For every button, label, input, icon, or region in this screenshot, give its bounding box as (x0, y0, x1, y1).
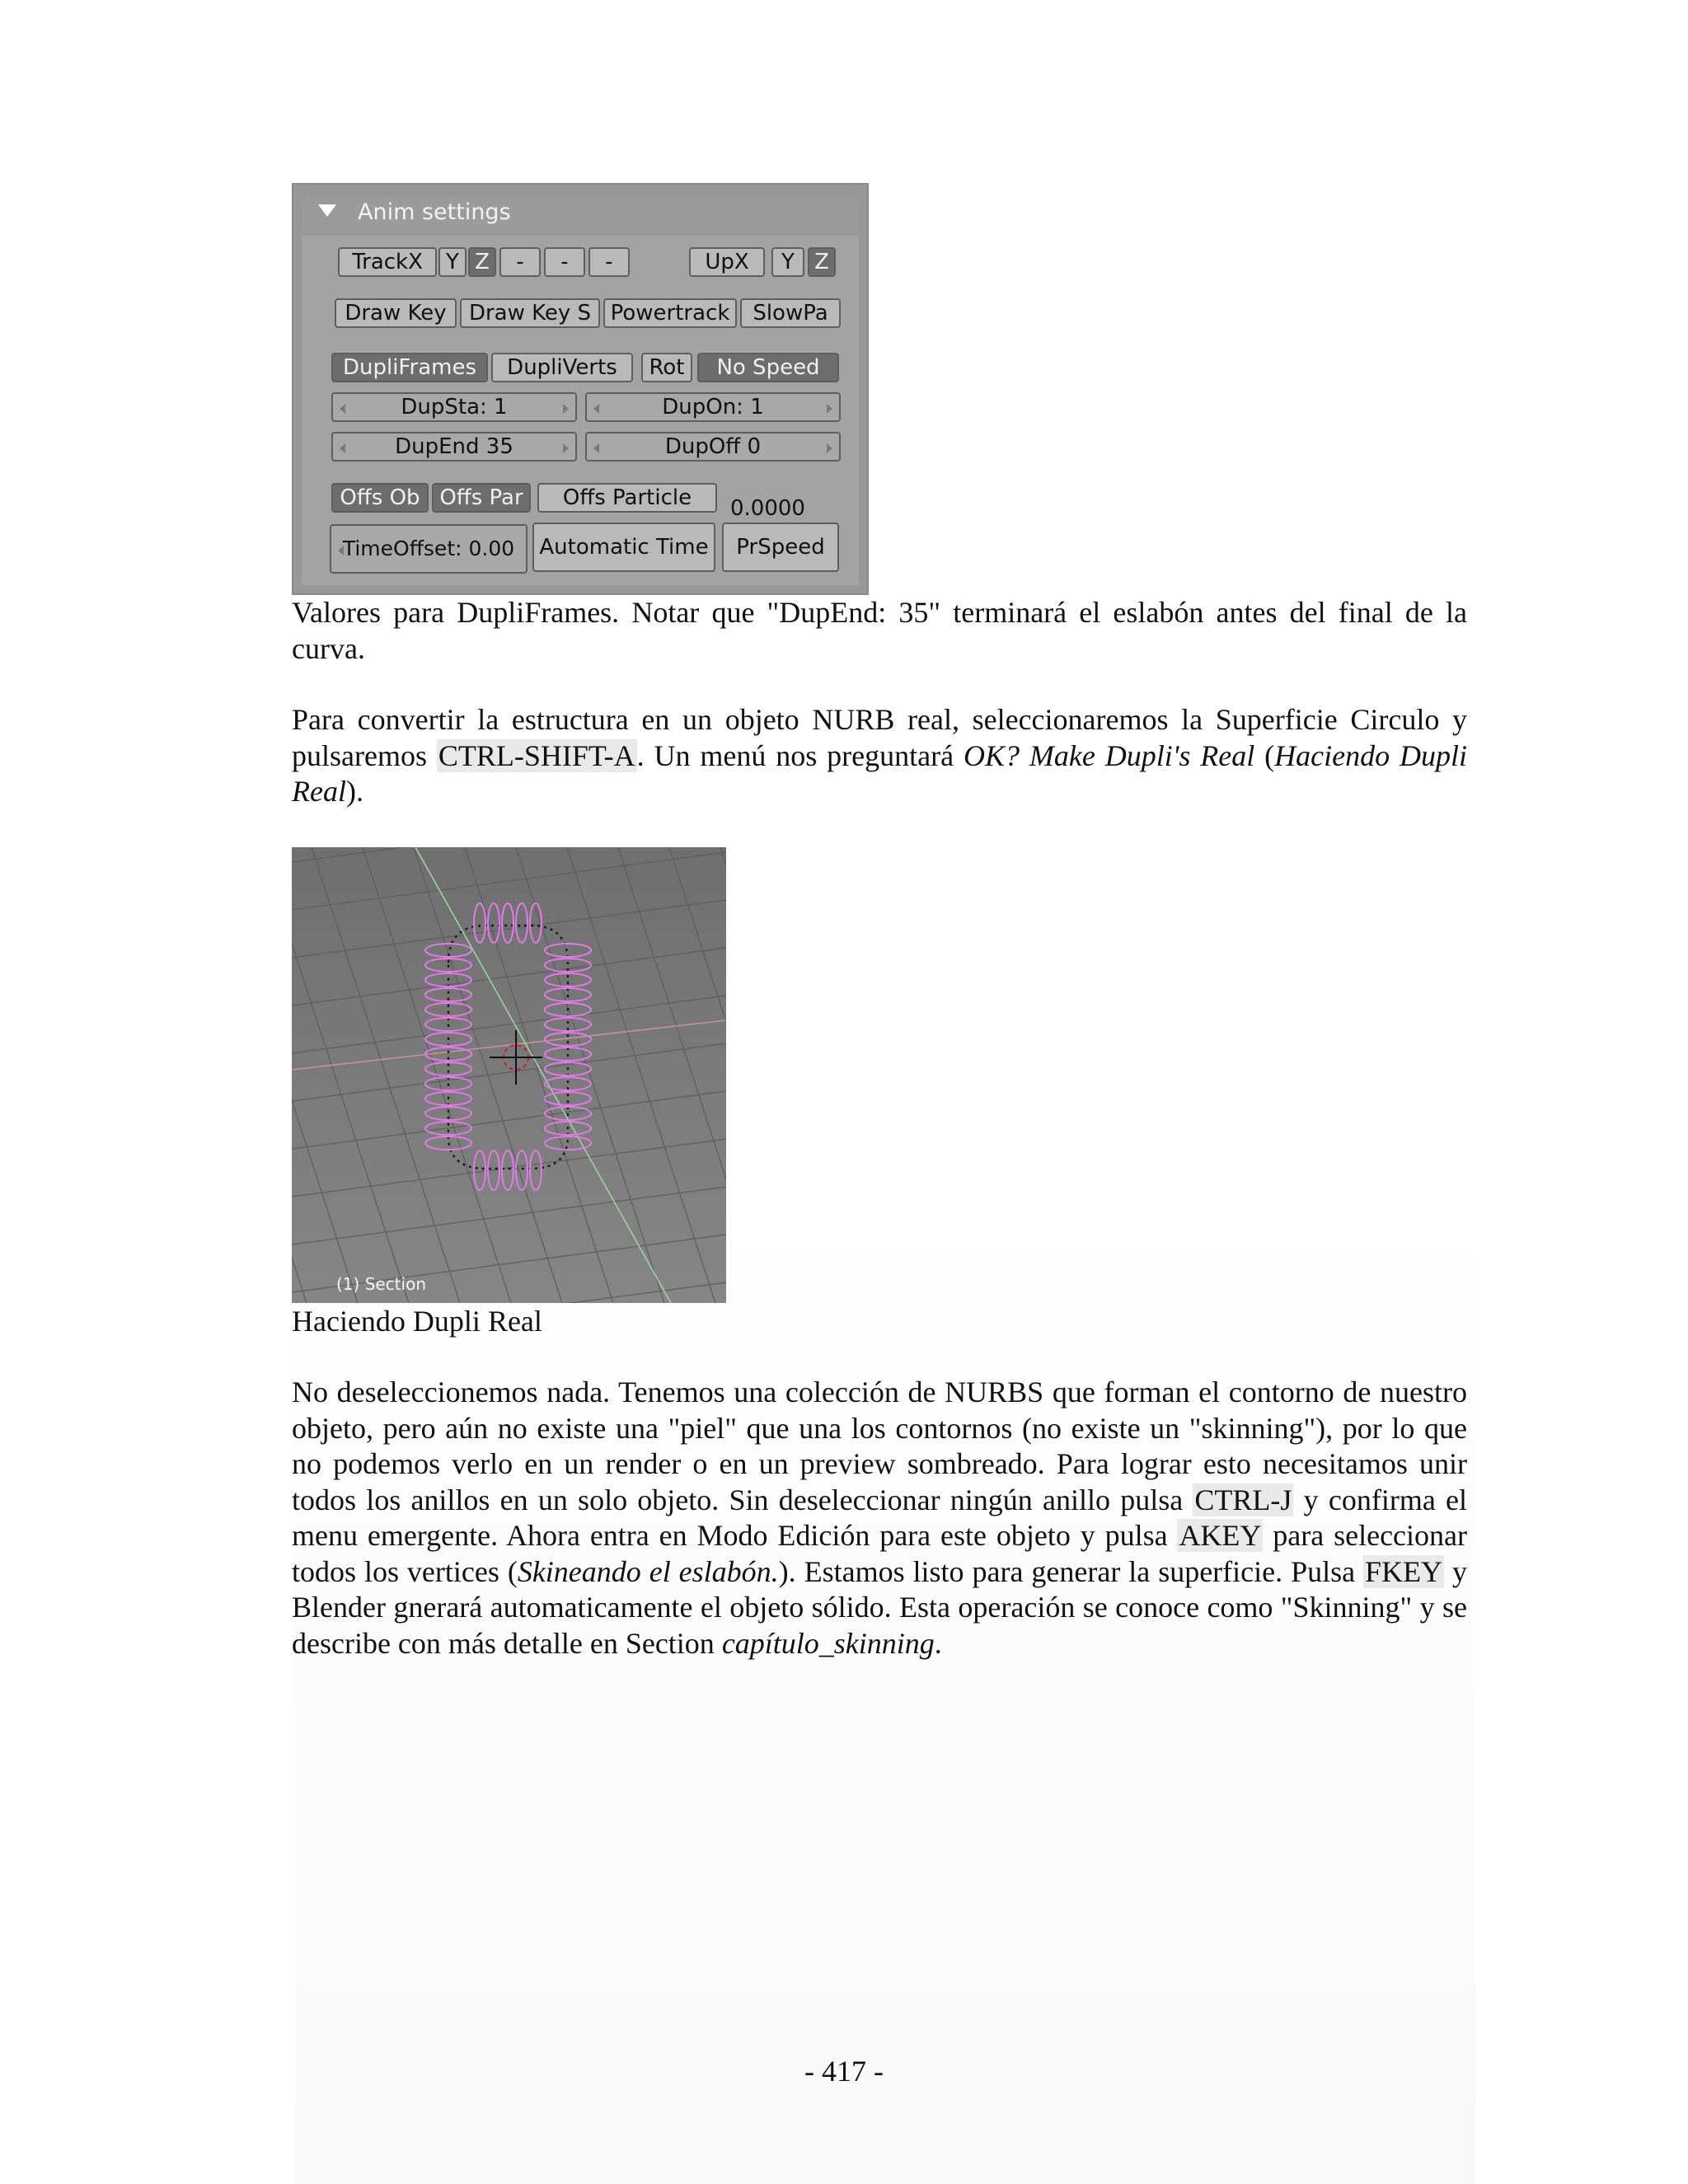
paragraph-make-real (292, 702, 1467, 810)
draw-key-button[interactable]: Draw Key (335, 298, 457, 328)
viewport-object-label: (1) Section (336, 1274, 426, 1294)
automatic-time-button[interactable]: Automatic Time (532, 523, 715, 572)
caption-dupli-real: Haciendo Dupli Real (292, 1305, 542, 1338)
dupoff-value: DupOff 0 (664, 434, 762, 459)
page-background-shade (295, 1195, 1475, 2184)
up-neg-y-button[interactable]: - (544, 247, 585, 277)
emphasis: OK? Make Dupli's Real (963, 738, 1255, 772)
dupliframes-button[interactable]: DupliFrames (331, 353, 488, 382)
text: . (934, 1626, 942, 1660)
dupsta-field[interactable] (331, 392, 577, 422)
caption-anim-settings: Valores para DupliFrames. Notar que "DupEnd: 35" terminará el eslabón antes del final de la curva. (292, 596, 1467, 665)
shortcut-key: CTRL-SHIFT-A (438, 738, 635, 772)
offs-par-button[interactable]: Offs Par (432, 483, 531, 513)
track-x-button[interactable]: TrackX (338, 247, 437, 277)
text: ( (1254, 738, 1275, 772)
emphasis: Skineando el eslabón. (517, 1554, 779, 1588)
text: ). Estamos listo para generar la superficie. Pulsa (778, 1554, 1364, 1588)
increment-arrow-icon[interactable] (827, 443, 832, 453)
up-x-button[interactable]: UpX (689, 247, 765, 277)
increment-arrow-icon[interactable] (827, 404, 832, 414)
dupon-value: DupOn: 1 (662, 395, 764, 419)
increment-arrow-icon[interactable] (563, 443, 569, 453)
increment-arrow-icon[interactable] (563, 404, 569, 414)
paragraph-skinning (292, 1375, 1467, 1661)
decrement-arrow-icon[interactable] (340, 404, 345, 414)
dupon-field[interactable] (585, 392, 841, 422)
viewport-image (292, 847, 726, 1303)
prspeed-button[interactable]: PrSpeed (722, 523, 839, 572)
up-y-button[interactable]: Y (771, 247, 804, 277)
dupsta-value: DupSta: 1 (401, 395, 508, 419)
anim-settings-panel (292, 183, 869, 595)
text: para seleccionar todos los vertices ( (292, 1519, 1467, 1588)
rot-button[interactable]: Rot (641, 353, 692, 382)
timeoffset-field[interactable] (330, 524, 528, 574)
powertrack-button[interactable]: Powertrack (603, 298, 737, 328)
offset-value-readout: 0.0000 (730, 496, 805, 521)
collapse-triangle-icon[interactable] (318, 204, 336, 217)
decrement-arrow-icon[interactable] (338, 546, 344, 555)
text: . Un menú nos preguntará (636, 738, 964, 772)
timeoffset-value: TimeOffset: 0.00 (342, 537, 515, 560)
text: y confirma el menu emergente. Ahora entra en Modo Edición para este objeto y pulsa (292, 1483, 1467, 1552)
decrement-arrow-icon[interactable] (593, 404, 599, 414)
text: Para convertir la estructura en un objeto NURB real, seleccionaremos la Superficie Circulo y pulsaremos (292, 703, 1467, 772)
slowpar-button[interactable]: SlowPa (740, 298, 841, 328)
dupliverts-button[interactable]: DupliVerts (491, 353, 633, 382)
emphasis: capítulo_skinning (721, 1626, 935, 1660)
text: ). (345, 775, 363, 808)
shortcut-key: AKEY (1179, 1519, 1262, 1552)
no-speed-button[interactable]: No Speed (697, 353, 839, 382)
decrement-arrow-icon[interactable] (340, 443, 345, 453)
viewport-drawing (292, 847, 726, 1303)
shortcut-key: CTRL-J (1194, 1483, 1292, 1516)
up-neg-x-button[interactable]: - (499, 247, 541, 277)
dupend-value: DupEnd 35 (395, 434, 513, 459)
text: y Blender gnerará automaticamente el objeto sólido. Esta operación se conoce como "Skinning" y se describe con más detalle en Section (292, 1554, 1468, 1660)
draw-key-sel-button[interactable]: Draw Key S (460, 298, 600, 328)
page-number: - 417 - (804, 2055, 884, 2088)
up-z-button[interactable]: Z (808, 247, 836, 277)
track-z-button[interactable]: Z (468, 247, 496, 277)
shortcut-key: FKEY (1365, 1554, 1443, 1588)
track-y-button[interactable]: Y (438, 247, 467, 277)
decrement-arrow-icon[interactable] (593, 443, 599, 453)
text: No deseleccionemos nada. Tenemos una colección de NURBS que forman el contorno de nuestro objeto, pero aún no existe una "piel" que una los contornos (no existe un "skinning"), por lo que no podemos verlo en un render o en un preview sombreado. Para lograr esto necesitamos unir todos los anillos en un solo objeto. Sin deseleccionar ningún anillo pulsa (292, 1376, 1467, 1516)
dupoff-field[interactable] (585, 432, 841, 462)
offs-ob-button[interactable]: Offs Ob (331, 483, 429, 513)
offs-particle-button[interactable]: Offs Particle (537, 483, 717, 513)
up-neg-z-button[interactable]: - (588, 247, 630, 277)
dupend-field[interactable] (331, 432, 577, 462)
emphasis: Haciendo Dupli Real (292, 738, 1468, 808)
panel-title: Anim settings (358, 199, 511, 225)
